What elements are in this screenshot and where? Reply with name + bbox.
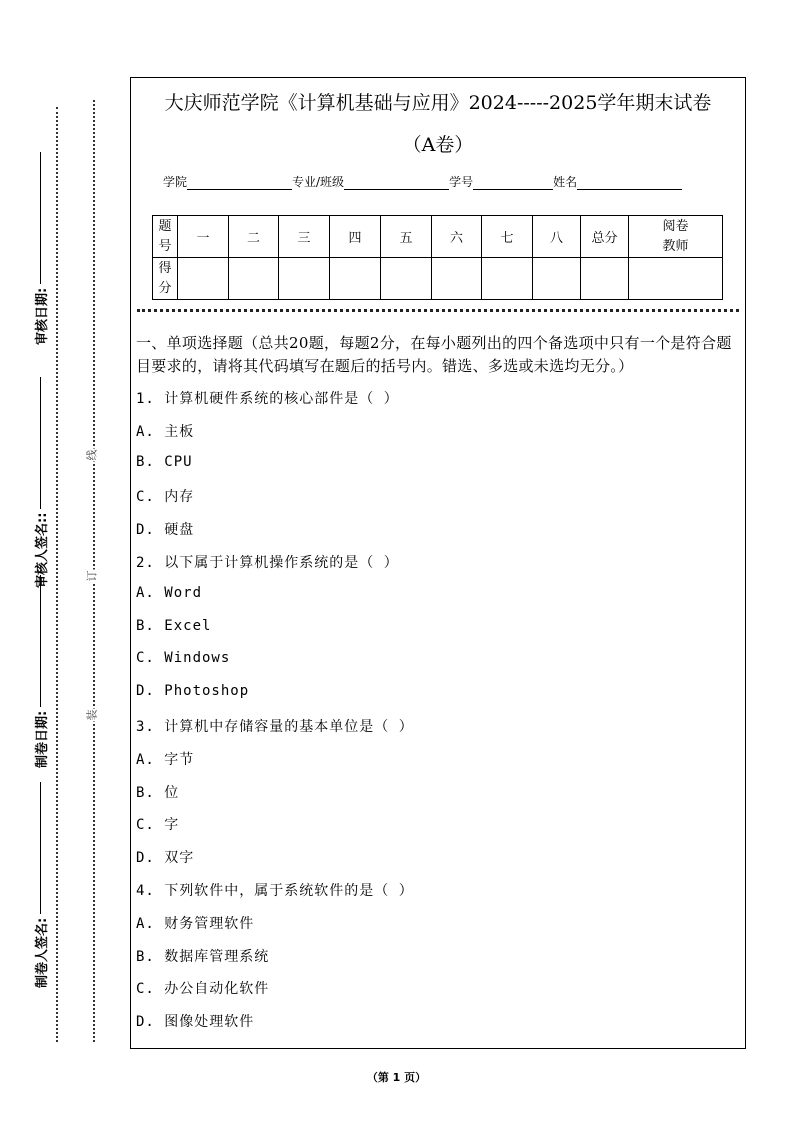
question-option: A. 字节 xyxy=(136,751,195,768)
question-option: C. 办公自动化软件 xyxy=(136,981,270,998)
name-label: 姓名 xyxy=(553,175,578,189)
score-cell[interactable] xyxy=(229,258,279,300)
column-2: 二 xyxy=(229,216,279,258)
column-4: 四 xyxy=(330,216,381,258)
question-option: B. Excel xyxy=(136,617,212,634)
section-heading: 一、单项选择题（总共20题，每题2分，在每小题列出的四个备选项中只有一个是符合题目要求的，请将其代码填写在题后的括号内。错选、多选或未选均无分。） xyxy=(136,334,732,375)
question-stem: 4. 下列软件中，属于系统软件的是（ ） xyxy=(136,883,414,899)
score-cell-total[interactable] xyxy=(581,258,629,300)
score-cell[interactable] xyxy=(533,258,581,300)
binding-line-mark: 线 xyxy=(85,449,99,461)
question-option: B. CPU xyxy=(136,453,193,470)
exam-title: 大庆师范学院《计算机基础与应用》2024-----2025学年期末试卷 xyxy=(164,92,712,114)
student-id-blank[interactable] xyxy=(473,177,553,190)
question-option: B. 位 xyxy=(136,784,180,801)
question-option: A. 主板 xyxy=(136,423,195,440)
question-option: D. Photoshop xyxy=(136,683,250,700)
column-3: 三 xyxy=(279,216,330,258)
question-stem: 2. 以下属于计算机操作系统的是（ ） xyxy=(136,555,399,571)
college-blank[interactable] xyxy=(187,177,292,190)
score-table-header-row xyxy=(153,216,723,258)
college-label: 学院 xyxy=(163,175,188,189)
maker-sign-field xyxy=(32,782,48,988)
question-stem: 1. 计算机硬件系统的核心部件是（ ） xyxy=(136,391,399,407)
review-date-blank[interactable] xyxy=(32,152,41,284)
maker-sign-label: 制卷人签名: xyxy=(34,917,50,988)
question-option: D. 硬盘 xyxy=(136,522,195,539)
column-grader: 阅卷教师 xyxy=(629,216,723,258)
score-cell[interactable] xyxy=(381,258,432,300)
question-option: C. 字 xyxy=(136,817,180,834)
question-option: C. Windows xyxy=(136,650,231,667)
name-blank[interactable] xyxy=(577,177,682,190)
question-option: C. 内存 xyxy=(136,489,195,506)
student-info-row xyxy=(163,173,682,190)
column-7: 七 xyxy=(482,216,533,258)
score-label: 得分 xyxy=(153,258,178,300)
separator-dotted-line xyxy=(137,309,739,312)
score-cell[interactable] xyxy=(178,258,229,300)
binding-dotted-line-outer xyxy=(56,107,58,1042)
question-stem: 3. 计算机中存储容量的基本单位是（ ） xyxy=(136,719,414,735)
make-date-label: 制卷日期: xyxy=(34,710,50,768)
question-option: A. 财务管理软件 xyxy=(136,915,255,932)
review-date-field xyxy=(32,152,48,345)
question-option: D. 图像处理软件 xyxy=(136,1014,255,1031)
binding-staple-mark: 订 xyxy=(85,570,99,582)
maker-sign-blank[interactable] xyxy=(32,782,41,914)
binding-bind-mark: 装 xyxy=(85,709,99,721)
reviewer-sign-label: 审核人签名:: xyxy=(34,512,50,588)
question-option: D. 双字 xyxy=(136,850,195,867)
score-cell[interactable] xyxy=(432,258,482,300)
page-number: （第 1 页） xyxy=(366,1071,427,1084)
column-total: 总分 xyxy=(581,216,629,258)
question-option: A. Word xyxy=(136,584,203,601)
column-8: 八 xyxy=(533,216,581,258)
score-cell[interactable] xyxy=(279,258,330,300)
question-option: B. 数据库管理系统 xyxy=(136,948,270,965)
column-1: 一 xyxy=(178,216,229,258)
column-5: 五 xyxy=(381,216,432,258)
score-table xyxy=(152,215,723,300)
column-6: 六 xyxy=(432,216,482,258)
major-class-blank[interactable] xyxy=(344,177,449,190)
make-date-field xyxy=(32,575,48,768)
reviewer-sign-field xyxy=(32,377,48,588)
make-date-blank[interactable] xyxy=(32,575,41,707)
score-cell[interactable] xyxy=(330,258,381,300)
review-date-label: 审核日期: xyxy=(34,287,50,345)
reviewer-sign-blank[interactable] xyxy=(32,377,41,509)
score-table-score-row xyxy=(153,258,723,300)
score-cell-grader[interactable] xyxy=(629,258,723,300)
exam-subtitle: （A卷） xyxy=(402,134,474,156)
question-number-label: 题号 xyxy=(153,216,178,258)
student-id-label: 学号 xyxy=(449,175,474,189)
score-cell[interactable] xyxy=(482,258,533,300)
major-class-label: 专业/班级 xyxy=(292,175,345,189)
